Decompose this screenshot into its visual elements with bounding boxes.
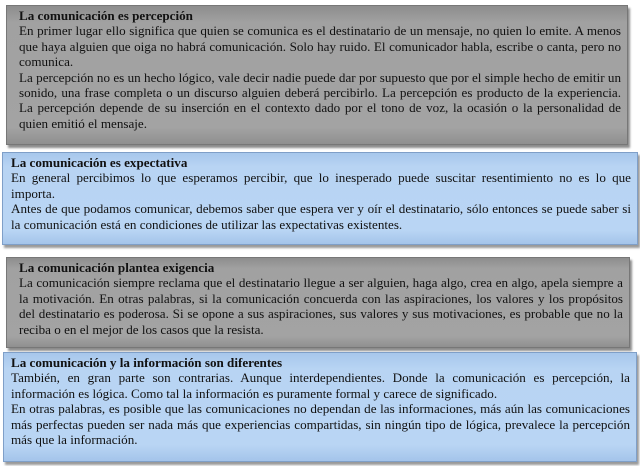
section-paragraph: También, en gran parte son contrarias. Aunque interdependientes. Donde la comunicación es percepción, la información es lógica. Como tal la información es puramente formal y carece de significado. (11, 370, 630, 401)
section-paragraph: La comunicación siempre reclama que el destinatario llegue a ser alguien, haga algo, crea en algo, apela siempre a la motivación. En otras palabras, si la comunicación concuerda con las aspiraciones, los valores y los propósitos del destinatario es poderosa. Si se opone a sus aspiraciones, sus valores y sus motivaciones, es probable que no la reciba o en el mejor de los casos que la resista. (19, 275, 623, 337)
section-title: La comunicación es percepción (19, 8, 193, 23)
section-paragraph: La percepción no es un hecho lógico, vale decir nadie puede dar por supuesto que por el simple hecho de emitir un sonido, una frase completa o un discurso alguien deberá percibirlo. La percepción es producto de la experiencia. La percepción depende de su inserción en el contexto dado por el tono de voz, la ocasión o la personalidad de quien emitió el mensaje. (19, 69, 621, 131)
section-title: La comunicación plantea exigencia (19, 260, 215, 275)
section-paragraph: Antes de que podamos comunicar, debemos saber que espera ver y oír el destinatario, sólo entonces se puede saber si la comunicación está en condiciones de utilizar las expectativas existentes. (11, 201, 631, 232)
section-demand (6, 257, 630, 348)
section-title: La comunicación y la información son diferentes (11, 355, 283, 370)
section-information (3, 352, 637, 462)
section-paragraph: En primer lugar ello significa que quien se comunica es el destinatario de un mensaje, no quien lo emite. A menos que haya alguien que oiga no habrá comunicación. Solo hay ruido. El comunicador habla, escribe o canta, pero no comunica. (19, 23, 621, 70)
section-paragraph: En general percibimos lo que esperamos percibir, que lo inesperado puede suscitar resentimiento no es lo que importa. (11, 170, 631, 201)
section-title: La comunicación es expectativa (11, 155, 188, 170)
section-perception (6, 5, 628, 145)
section-expectation (2, 152, 638, 245)
section-paragraph: En otras palabras, es posible que las comunicaciones no dependan de las informaciones, más aún las comunicaciones más perfectas pueden ser nada más que experiencias compartidas, sin ningún tipo de lógica, prevalece la percepción más que la información. (11, 401, 630, 448)
